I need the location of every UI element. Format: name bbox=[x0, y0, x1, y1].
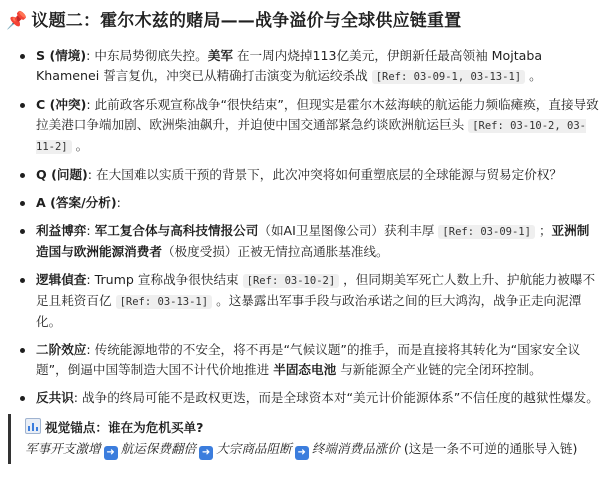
list-item-situation: S (情境): 中东局势彻底失控。美军 在一周内烧掉113亿美元，伊朗新任最高领袖 Mojtaba Khamenei 誓言复仇，冲突已从精确打击演变为航运绞杀战 [Ref: 03-09-1, 03-13-1] 。 bbox=[20, 46, 601, 87]
callout-title: 视觉锚点：谁在为危机买单? bbox=[25, 418, 598, 438]
callout-flow: 军事开支激增 ➜ 航运保费翻倍 ➜ 大宗商品阻断 ➜ 终端消费品涨价 (这是一条不可逆的通胀导入链) bbox=[25, 441, 578, 458]
list-item-contrarian: 反共识: 战争的终局可能不是政权更迭，而是全球资本对“美元计价能源体系”不信任度的越狱性爆发。 bbox=[20, 388, 601, 408]
right-arrow-icon: ➜ bbox=[295, 446, 309, 460]
pushpin-icon: 📌 bbox=[6, 11, 28, 31]
reference-code: [Ref: 03-10-2, 03-11-2] bbox=[36, 120, 586, 153]
title-text: 议题二：霍尔木兹的赌局——战争溢价与全球供应链重置 bbox=[31, 11, 462, 31]
right-arrow-icon: ➜ bbox=[199, 446, 213, 460]
list-item-answer: A (答案/分析): bbox=[20, 193, 601, 213]
page-title bbox=[6, 8, 601, 34]
bullet-list bbox=[6, 46, 601, 408]
reference-code: [Ref: 03-09-1] bbox=[438, 225, 535, 239]
reference-code: [Ref: 03-09-1, 03-13-1] bbox=[372, 70, 525, 84]
right-arrow-icon: ➜ bbox=[104, 446, 118, 460]
list-item-second-order: 二阶效应: 传统能源地带的不安全，将不再是“气候议题”的推手，而是直接将其转化为“国家安全议题”，倒逼中国等制造大国不计代价地推进 半固态电池 与新能源全产业链的完全闭环控制。 bbox=[20, 340, 601, 380]
bar-chart-icon bbox=[25, 418, 41, 434]
list-item-conflict: C (冲突): 此前政客乐观宣称战争“很快结束”，但现实是霍尔木兹海峡的航运能力频临瘫痪，直接导致拉美港口争端加剧、欧洲柴油飙升，并迫使中国交通部紧急约谈欧洲航运巨头 [Ref: 03-10-2, 03-11-2] 。 bbox=[20, 95, 601, 157]
reference-code: [Ref: 03-13-1] bbox=[116, 295, 213, 309]
list-item-question: Q (问题): 在大国难以实质干预的背景下，此次冲突将如何重塑底层的全球能源与贸易定价权？ bbox=[20, 165, 601, 185]
callout-block bbox=[8, 414, 598, 464]
list-item-logic: 逻辑偵查: Trump 宣称战争很快结束 [Ref: 03-10-2] ，但同期美军死亡人数上升、护航能力被曝不足且耗资百亿 [Ref: 03-13-1] 。这暴露出军事手段与政治承诺之间的巨大鸿沟，战争正走向泥潭化。 bbox=[20, 270, 601, 332]
reference-code: [Ref: 03-10-2] bbox=[243, 274, 340, 288]
list-item-interests: 利益博弈: 军工复合体与高科技情报公司（如AI卫星图像公司）获利丰厚 [Ref: 03-09-1] ；亚洲制造国与欧洲能源消费者（极度受损）正被无情拉高通胀基准线。 bbox=[20, 221, 601, 262]
